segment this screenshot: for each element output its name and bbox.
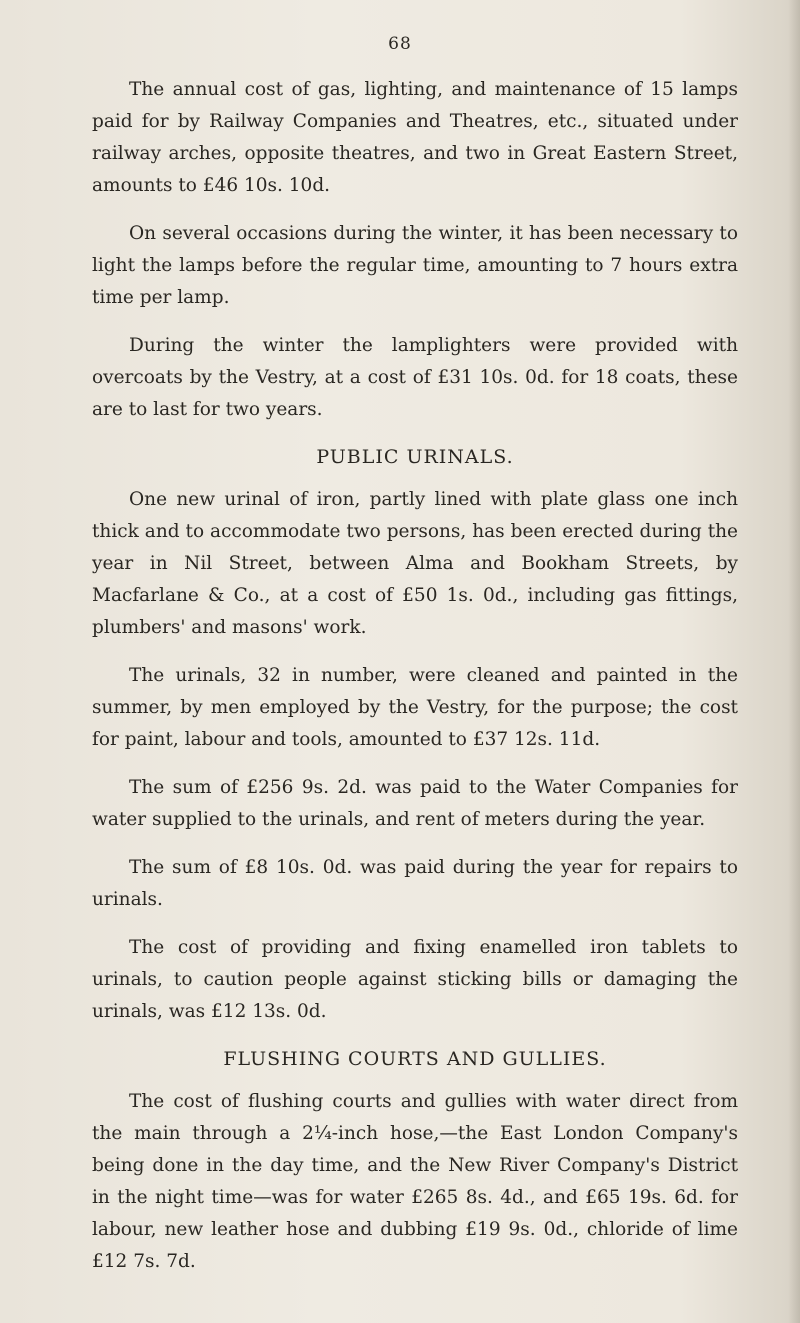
paragraph-extra-time: On several occasions during the winter, it has been necessary to light the lamps before the regular time, amounting to 7 hours extra time per lamp.	[92, 223, 738, 308]
page-content	[92, 74, 738, 1294]
page-number: 68	[388, 34, 412, 54]
heading-public-urinals: PUBLIC URINALS.	[316, 446, 514, 468]
paragraph-urinals-painted: The urinals, 32 in number, were cleaned and painted in the summer, by men employed by the Vestry, for the purpose; the cost for paint, labour and tools, amounted to £37 12s. 11d.	[92, 665, 738, 750]
paragraph-lamps-cost: The annual cost of gas, lighting, and maintenance of 15 lamps paid for by Railway Companies and Theatres, etc., situated under railway arches, opposite theatres, and two in Great Eastern Street, amounts to £46 10s. 10d.	[92, 79, 738, 196]
paragraph-tablets: The cost of providing and fixing enamelled iron tablets to urinals, to caution people against sticking bills or damaging the urinals, was £12 13s. 0d.	[92, 937, 738, 1022]
page-edge-shadow	[788, 0, 800, 1323]
heading-flushing-courts: FLUSHING COURTS AND GULLIES.	[223, 1048, 607, 1070]
paragraph-repairs: The sum of £8 10s. 0d. was paid during the year for repairs to urinals.	[92, 857, 738, 910]
paragraph-overcoats: During the winter the lamplighters were provided with overcoats by the Vestry, at a cost of £31 10s. 0d. for 18 coats, these are to last for two years.	[92, 335, 738, 420]
paragraph-water-companies: The sum of £256 9s. 2d. was paid to the Water Companies for water supplied to the urinals, and rent of meters during the year.	[92, 777, 738, 830]
paragraph-flushing-cost: The cost of flushing courts and gullies with water direct from the main through a 2¼-inch hose,—the East London Company's being done in the day time, and the New River Company's District in the night time—was for water £265 8s. 4d., and £65 19s. 6d. for labour, new leather hose and dubbing £19 9s. 0d., chloride of lime £12 7s. 7d.	[92, 1091, 738, 1272]
paragraph-new-urinal: One new urinal of iron, partly lined with plate glass one inch thick and to accommodate two persons, has been erected during the year in Nil Street, between Alma and Bookham Streets, by Macfarlane & Co., at a cost of £50 1s. 0d., including gas fittings, plumbers' and masons' work.	[92, 489, 738, 638]
